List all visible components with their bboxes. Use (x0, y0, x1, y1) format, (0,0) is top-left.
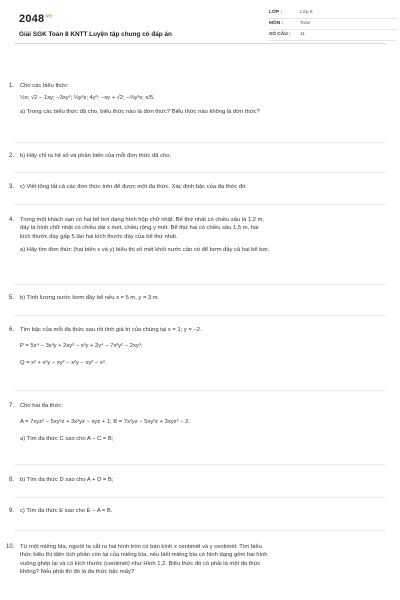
question-4: 4. Trong một khách sạn có hai bể bơi dạng hình hộp chữ nhật. Bể thứ nhất có chiều sâu là 1,2 m, đáy là hình chữ nhật có chiều dài x mét, chiều rộng y mét. Bể thứ hai có chiều sâu 1,5 m, hai kích thước đáy gấp 5 lần hai kích thước đáy của bể thứ nhất. a) Hãy tìm đơn thức (hai biến x và y) biểu thị số mét khối nước cần có để bơm đầy cả hai bể bơi. (20, 216, 384, 255)
sub-question: a) Tìm đa thức C sao cho A − C = B; (20, 435, 114, 442)
document-header (14, 0, 386, 44)
meta-row-class: LỚP : Lớp 8 (269, 8, 397, 19)
expression: ½x; √2 − 1xy; −3xy²; ⅓y²x; 4y³; −xy + √2; −⅔y³x; x/5. (20, 95, 155, 102)
question-2: 2. b) Hãy chỉ ra hệ số và phần biến của mỗi đơn thức đã cho. (9, 153, 172, 159)
expression-q: Q = x³ + x²y − xy² − x²y − xy² − x³. (20, 359, 107, 366)
meta-row-count: SỐ CÂU : 11 (269, 30, 397, 41)
divider (14, 204, 386, 205)
question-3: 3. c) Viết tổng tất cả các đơn thức trên để được một đa thức. Xác định bậc của đa thức đó. (9, 184, 247, 190)
expression-p: P = 5x⁴ − 3x³y + 2xy³ − x³y + 2y⁴ − 7x²y² − 2xy³; (20, 343, 143, 350)
divider (14, 497, 386, 498)
meta-table (269, 8, 397, 41)
question-5: 5. b) Tính lượng nước bơm đầy bể nếu x = 5 m, y = 3 m. (9, 295, 160, 301)
question-8: 8. b) Tìm đa thức D sao cho A + D = B; (9, 477, 114, 483)
question-1: 1. Cho các biểu thức: ½x; √2 − 1xy; −3xy²; ⅓y²x; 4y³; −xy + √2; −⅔y³x; x/5. a) Trong các biểu thức đã cho, biểu thức nào là đơn thức? Biểu thức nào không là đơn thức? (20, 82, 384, 116)
question-9: 9. c) Tìm đa thức E sao cho E − A = B. (9, 508, 113, 514)
question-10: 10. Từ một miếng bìa, người ta cắt ra hai hình tròn có bán kính x centimét và y centimét. Tìm biểu thức biểu thị diện tích phần còn lại của miếng bìa, nếu biết miếng bìa có hình dạng gồm hai hình vuông ghép lại và có kích thước (centimét) như Hình 1.2. Biểu thức đó có phải là một đa thức không? Nếu phải thì đó là đa thức bậc mấy? (6, 544, 268, 576)
divider (14, 315, 386, 316)
divider (14, 464, 386, 465)
site-logo[interactable]: $2048^{.vn}$ (19, 13, 53, 25)
divider (14, 390, 386, 391)
document-title: Giải SGK Toán 8 KNTT Luyện tập chung có đáp án (19, 31, 172, 38)
expression: A = 7xyz² − 5xy²z + 3x²yz − xyz + 1; B = 7x²yz − 5xy²z + 3xyz² − 2. (20, 419, 190, 426)
divider (14, 284, 386, 285)
sub-question: a) Trong các biểu thức đã cho, biểu thức nào là đơn thức? Biểu thức nào không là đơn thức? (20, 108, 260, 115)
divider (14, 172, 386, 173)
question-7: 7. Cho hai đa thức: A = 7xyz² − 5xy²z + 3x²yz − xyz + 1; B = 7x²yz − 5xy²z + 3xyz² − 2. a) Tìm đa thức C sao cho A − C = B; (20, 402, 384, 443)
question-6: 6. Tìm bậc của mỗi đa thức sau rồi tính giá trị của chúng tại x = 1; y = −2. P = 5x⁴ − 3x³y + 2xy³ − x³y + 2y⁴ − 7x²y² − 2xy³; Q = x³ + x²y − xy² − x²y − xy² − x³. (20, 326, 384, 367)
meta-row-subject: MÔN : Toán (269, 19, 397, 30)
sub-question: a) Hãy tìm đơn thức (hai biến x và y) biểu thị số mét khối nước cần có để bơm đầy cả hai bể bơi. (20, 247, 270, 254)
divider (14, 530, 386, 531)
divider (14, 142, 386, 143)
